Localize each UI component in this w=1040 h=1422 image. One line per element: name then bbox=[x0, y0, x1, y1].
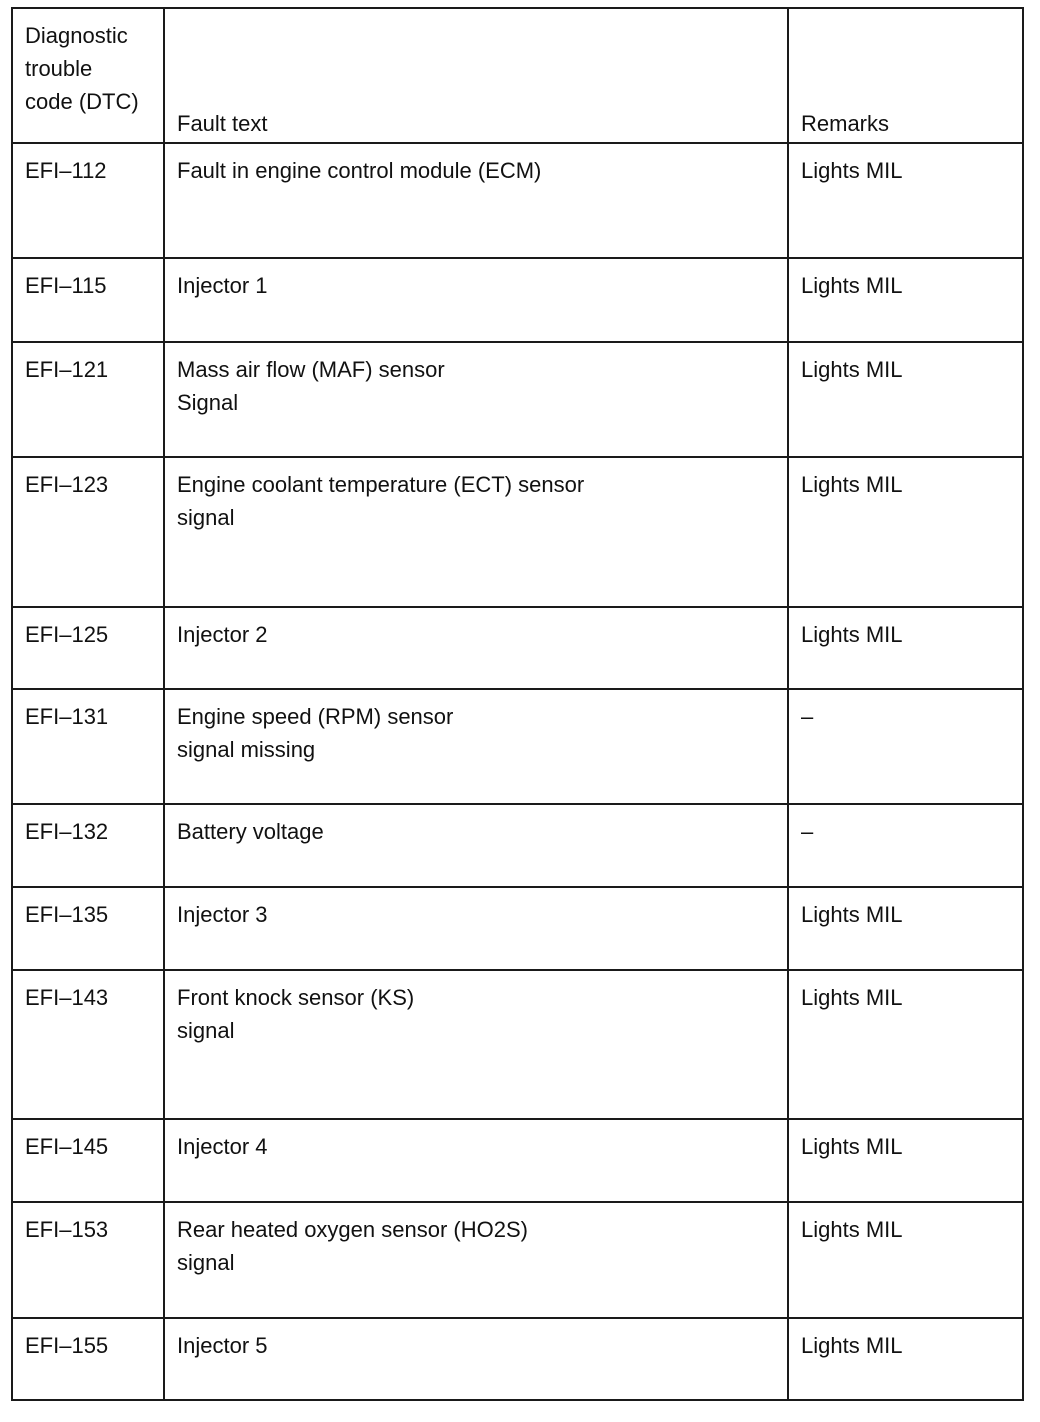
dtc-code: EFI–125 bbox=[25, 622, 109, 647]
fault-text-cell bbox=[164, 607, 788, 689]
remarks-cell bbox=[788, 804, 1023, 887]
table-row bbox=[12, 342, 1023, 457]
remarks-text: – bbox=[801, 704, 814, 729]
remarks-cell bbox=[788, 342, 1023, 457]
remarks-cell bbox=[788, 887, 1023, 970]
fault-text-cell bbox=[164, 457, 788, 607]
dtc-code-cell bbox=[12, 143, 164, 258]
dtc-code-cell bbox=[12, 1318, 164, 1400]
dtc-code: EFI–115 bbox=[25, 273, 107, 298]
dtc-code: EFI–132 bbox=[25, 819, 109, 844]
table-row bbox=[12, 689, 1023, 804]
remarks-cell bbox=[788, 457, 1023, 607]
remarks-cell bbox=[788, 689, 1023, 804]
dtc-code-cell bbox=[12, 804, 164, 887]
remarks-cell bbox=[788, 143, 1023, 258]
fault-text-cell bbox=[164, 143, 788, 258]
remarks-cell bbox=[788, 970, 1023, 1119]
header-dtc-label: Diagnostic trouble code (DTC) bbox=[25, 23, 139, 114]
dtc-code: EFI–135 bbox=[25, 902, 109, 927]
remarks-text: Lights MIL bbox=[801, 273, 903, 298]
fault-text: Mass air flow (MAF) sensor Signal bbox=[177, 357, 445, 415]
header-dtc bbox=[12, 8, 164, 143]
fault-text-cell bbox=[164, 258, 788, 342]
remarks-text: Lights MIL bbox=[801, 985, 903, 1010]
dtc-code: EFI–121 bbox=[25, 357, 109, 382]
fault-text: Fault in engine control module (ECM) bbox=[177, 158, 542, 183]
table-row bbox=[12, 258, 1023, 342]
fault-text: Engine speed (RPM) sensor signal missing bbox=[177, 704, 454, 762]
table-row bbox=[12, 1202, 1023, 1318]
dtc-table bbox=[11, 7, 1024, 1401]
remarks-cell bbox=[788, 1202, 1023, 1318]
dtc-code: EFI–123 bbox=[25, 472, 109, 497]
dtc-code: EFI–155 bbox=[25, 1333, 109, 1358]
remarks-cell bbox=[788, 1318, 1023, 1400]
fault-text-cell bbox=[164, 970, 788, 1119]
dtc-code-cell bbox=[12, 342, 164, 457]
table-row bbox=[12, 457, 1023, 607]
fault-text: Rear heated oxygen sensor (HO2S) signal bbox=[177, 1217, 528, 1275]
header-remarks-label: Remarks bbox=[801, 111, 890, 136]
dtc-code-cell bbox=[12, 457, 164, 607]
fault-text: Injector 4 bbox=[177, 1134, 268, 1159]
dtc-code-cell bbox=[12, 689, 164, 804]
table-row bbox=[12, 607, 1023, 689]
fault-text-cell bbox=[164, 1202, 788, 1318]
table-row bbox=[12, 804, 1023, 887]
dtc-code: EFI–131 bbox=[25, 704, 109, 729]
fault-text: Injector 3 bbox=[177, 902, 268, 927]
remarks-cell bbox=[788, 258, 1023, 342]
dtc-code-cell bbox=[12, 258, 164, 342]
remarks-cell bbox=[788, 1119, 1023, 1202]
fault-text-cell bbox=[164, 804, 788, 887]
header-fault-text bbox=[164, 8, 788, 143]
dtc-code: EFI–112 bbox=[25, 158, 107, 183]
table-row bbox=[12, 1318, 1023, 1400]
remarks-text: Lights MIL bbox=[801, 1134, 903, 1159]
remarks-text: – bbox=[801, 819, 814, 844]
table-row bbox=[12, 1119, 1023, 1202]
remarks-text: Lights MIL bbox=[801, 472, 903, 497]
remarks-text: Lights MIL bbox=[801, 1217, 903, 1242]
remarks-text: Lights MIL bbox=[801, 622, 903, 647]
table-row bbox=[12, 970, 1023, 1119]
fault-text: Front knock sensor (KS) signal bbox=[177, 985, 415, 1043]
dtc-code: EFI–143 bbox=[25, 985, 109, 1010]
fault-text-cell bbox=[164, 689, 788, 804]
table-header-row bbox=[12, 8, 1023, 143]
fault-text-cell bbox=[164, 342, 788, 457]
fault-text: Engine coolant temperature (ECT) sensor signal bbox=[177, 472, 585, 530]
remarks-text: Lights MIL bbox=[801, 158, 903, 183]
dtc-code-cell bbox=[12, 607, 164, 689]
fault-text: Injector 1 bbox=[177, 273, 268, 298]
dtc-code: EFI–145 bbox=[25, 1134, 109, 1159]
remarks-text: Lights MIL bbox=[801, 902, 903, 927]
fault-text-cell bbox=[164, 887, 788, 970]
fault-text-cell bbox=[164, 1119, 788, 1202]
table-row bbox=[12, 887, 1023, 970]
fault-text: Battery voltage bbox=[177, 819, 324, 844]
dtc-code-cell bbox=[12, 970, 164, 1119]
table-row bbox=[12, 143, 1023, 258]
header-fault-label: Fault text bbox=[177, 111, 268, 136]
fault-text-cell bbox=[164, 1318, 788, 1400]
dtc-code: EFI–153 bbox=[25, 1217, 109, 1242]
remarks-cell bbox=[788, 607, 1023, 689]
dtc-code-cell bbox=[12, 887, 164, 970]
header-remarks bbox=[788, 8, 1023, 143]
dtc-code-cell bbox=[12, 1119, 164, 1202]
fault-text: Injector 5 bbox=[177, 1333, 268, 1358]
dtc-code-cell bbox=[12, 1202, 164, 1318]
remarks-text: Lights MIL bbox=[801, 357, 903, 382]
remarks-text: Lights MIL bbox=[801, 1333, 903, 1358]
fault-text: Injector 2 bbox=[177, 622, 268, 647]
